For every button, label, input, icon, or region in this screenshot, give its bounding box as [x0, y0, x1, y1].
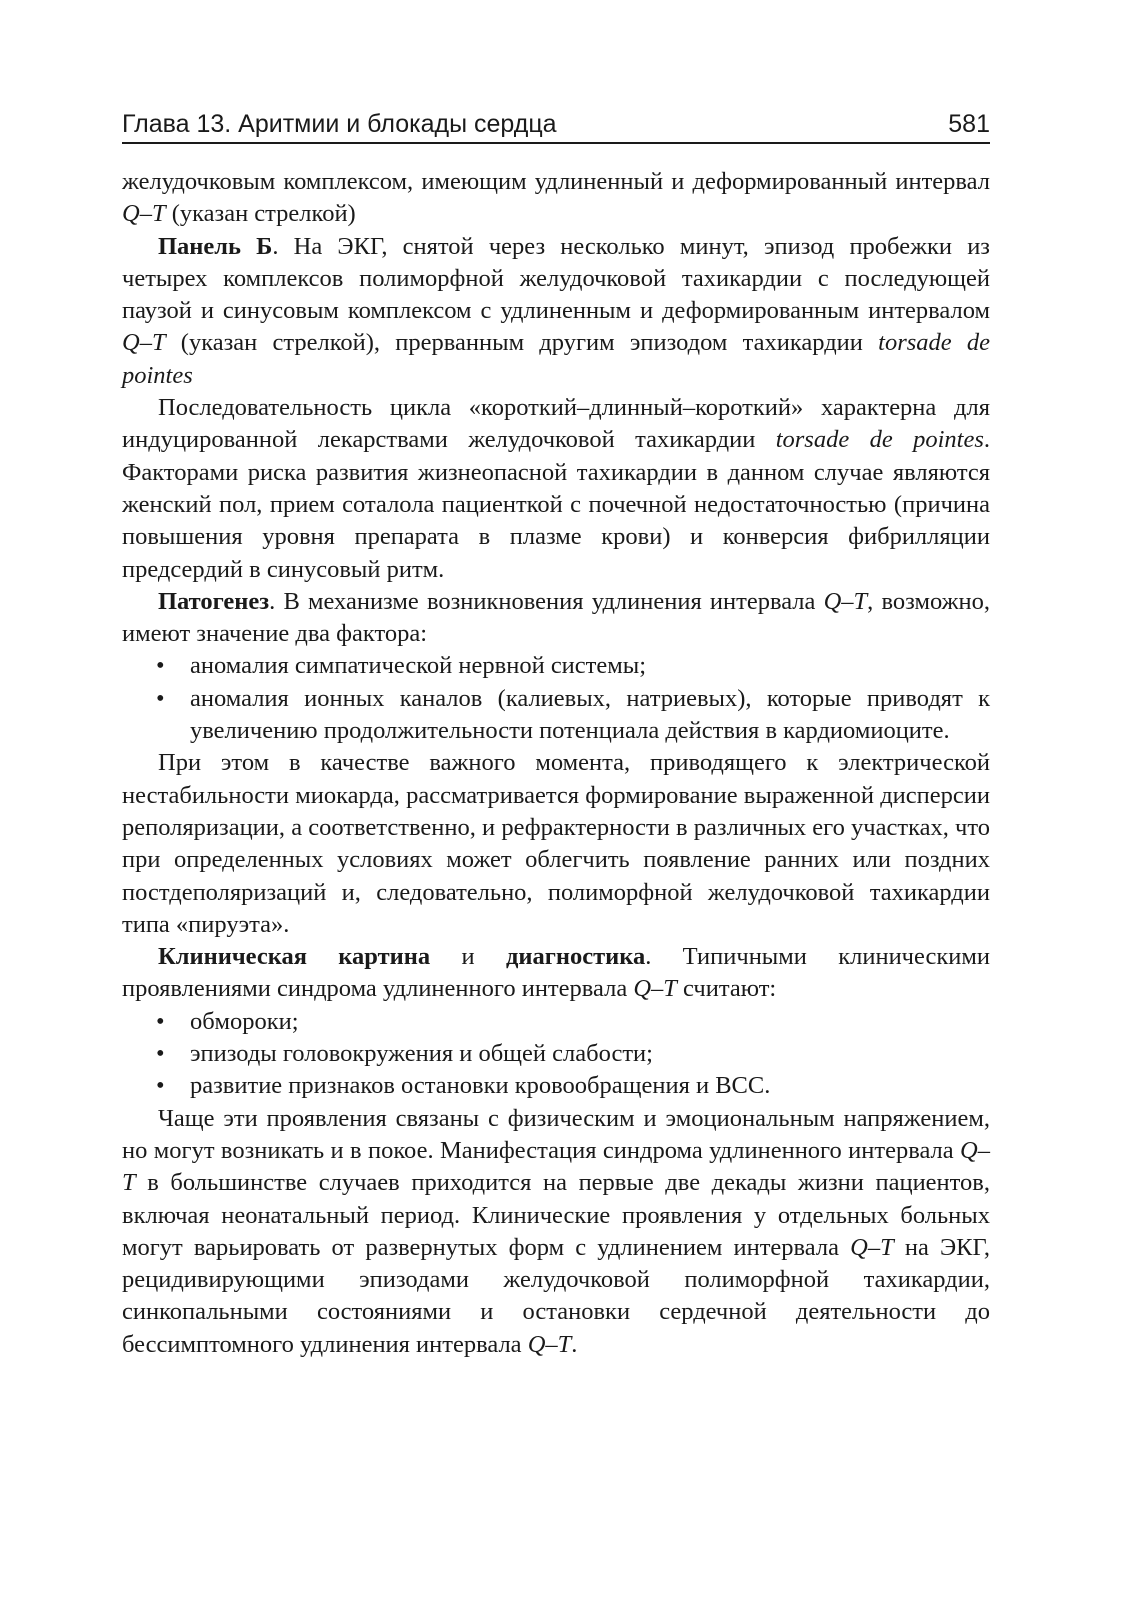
symptoms-list [122, 1006, 990, 1103]
chapter-title: Глава 13. Аритмии и блокады сердца [122, 110, 557, 138]
paragraph-continuation: желудочковым комплексом, имеющим удлиненный и деформированный интервал Q–T (указан стрелкой) [122, 168, 990, 228]
clinical-picture-label: Клиническая картина [158, 943, 431, 971]
paragraph-pathogenesis: Патогенез. В механизме возникновения удлинения интервала Q–T, возможно, имеют значение два фактора: [122, 587, 990, 648]
paragraph-dispersion: При этом в качестве важного момента, приводящего к электрической нестабильности миокарда, рассматривается формирование выраженной дисперсии реполяризации, а соответственно, и рефрактерности в различных его участках, что при определенных условиях может облегчить появление ранних или поздних постдеполяризаций и, следовательно, полиморфной желудочковой тахикардии типа «пируэта». [122, 749, 990, 938]
bullet-icon: • [156, 1072, 165, 1100]
paragraph-clinical-picture: Клиническая картина и диагностика. Типичными клиническими проявлениями синдрома удлиненного интервала Q–T считают: [122, 943, 990, 1003]
page-number: 581 [948, 110, 990, 138]
pathogenesis-factors-list [122, 650, 990, 747]
bullet-icon: • [156, 684, 165, 712]
pathogenesis-label: Патогенез [158, 587, 270, 615]
list-item: • обмороки; [122, 1006, 990, 1038]
bullet-icon: • [156, 1040, 165, 1068]
bullet-icon: • [156, 652, 165, 680]
list-item: • аномалия ионных каналов (калиевых, натриевых), которые приводят к увеличению продолжительности потенциала действия в кардиомиоците. [156, 684, 990, 745]
panel-b-label: Панель Б [158, 232, 273, 260]
running-header [122, 108, 990, 144]
paragraph-manifestation: Чаще эти проявления связаны с физическим и эмоциональным напряжением, но могут возникать и в покое. Манифестация синдрома удлиненного интервала Q–T в большинстве случаев приходится на первые две декады жизни пациентов, включая неонатальный период. Клинические проявления у отдельных больных могут варьировать от развернутых форм с удлинением интервала Q–T на ЭКГ, рецидивирующими эпизодами желудочковой полиморфной тахикардии, синкопальными состояниями и остановки сердечной деятельности до бессимптомного удлинения интервала Q–T. [122, 1104, 991, 1358]
list-item: • эпизоды головокружения и общей слабости; [122, 1038, 990, 1070]
list-item: • развитие признаков остановки кровообращения и ВСС. [122, 1070, 990, 1102]
bullet-icon: • [156, 1007, 165, 1035]
paragraph-cycle-sequence: Последовательность цикла «короткий–длинный–короткий» характерна для индуцированной лекарствами желудочковой тахикардии torsade de pointes. Факторами риска развития жизнеопасной тахикардии в данном случае являются женский пол, прием соталола пациенткой с почечной недостаточностью (причина повышения уровня препарата в плазме крови) и конверсия фибрилляции предсердий в синусовый ритм. [122, 394, 991, 583]
diagnostics-label: диагностика [505, 943, 646, 971]
page-body [122, 166, 990, 1361]
paragraph-panel-b: Панель Б. На ЭКГ, снятой через несколько минут, эпизод пробежки из четырех комплексов полиморфной желудочковой тахикардии с последующей паузой и синусовым комплексом с удлиненным и деформированным интервалом Q–T (указан стрелкой), прерванным другим эпизодом тахикардии torsade de pointes [122, 232, 990, 389]
list-item: • аномалия симпатической нервной системы; [122, 650, 990, 682]
